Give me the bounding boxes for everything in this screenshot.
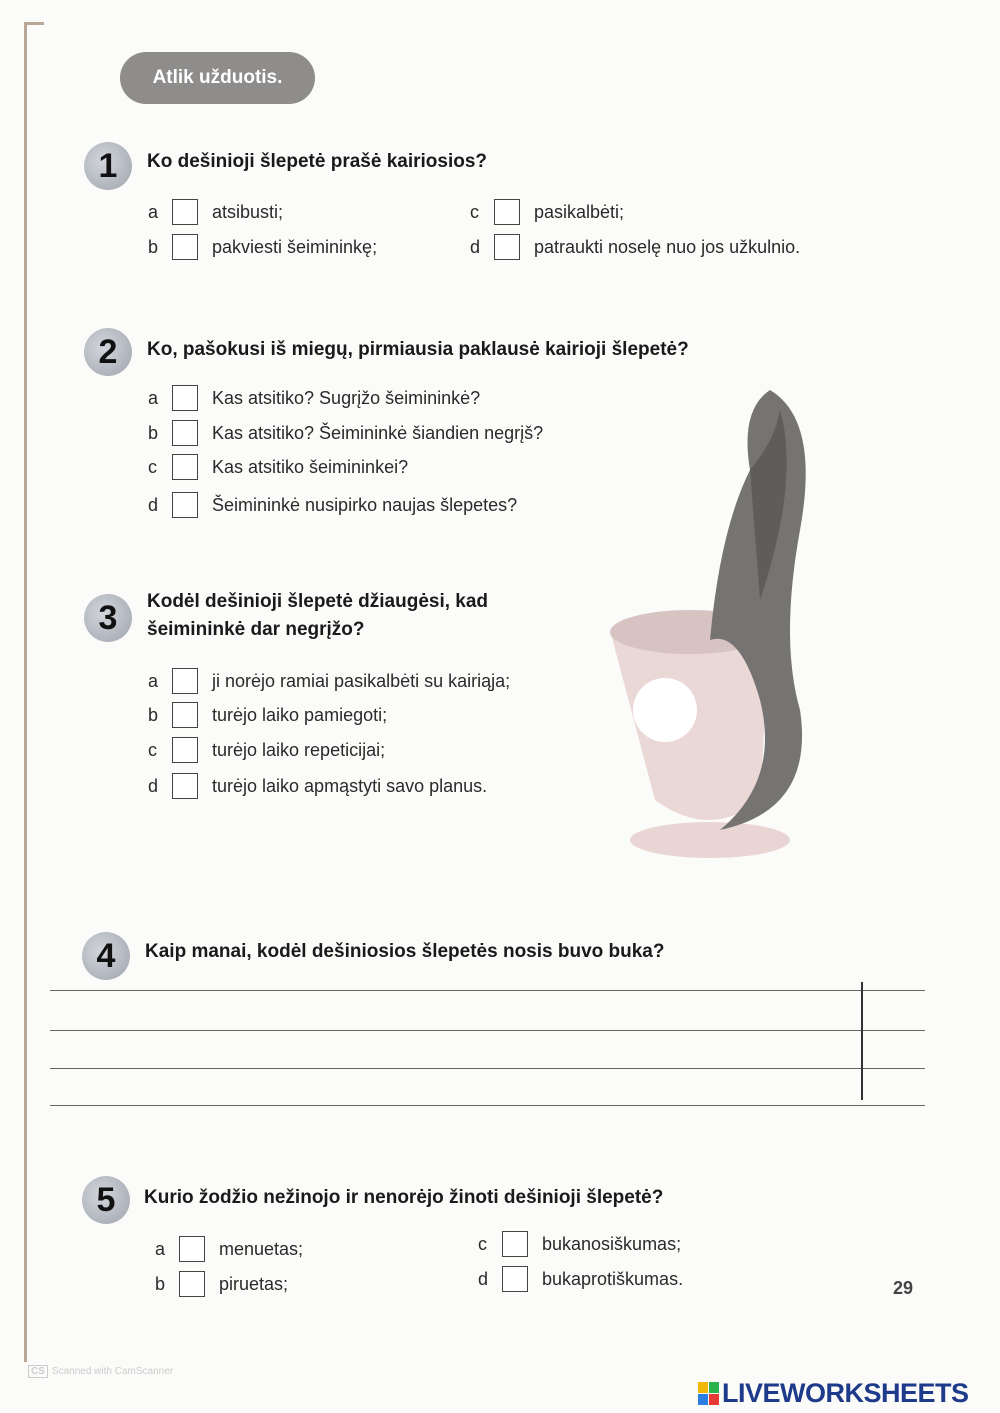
scanner-badge: CS (28, 1365, 48, 1378)
question-3-text-line2: šeimininkė dar negrįžo? (147, 619, 365, 640)
option-letter: d (148, 775, 159, 796)
checkbox-3d[interactable] (172, 773, 198, 799)
option-text: turėjo laiko pamiegoti; (212, 704, 388, 725)
option-5b (155, 1269, 288, 1299)
answer-line-3[interactable] (52, 1038, 856, 1070)
checkbox-5b[interactable] (179, 1271, 205, 1297)
checkbox-1d[interactable] (494, 234, 520, 260)
question-2-text: Ko, pašokusi iš miegų, pirmiausia paklausė kairioji šlepetė? (147, 339, 689, 360)
checkbox-5c[interactable] (502, 1231, 528, 1257)
option-text: pasikalbėti; (534, 201, 625, 222)
option-3b (148, 700, 387, 730)
option-text: ji norėjo ramiai pasikalbėti su kairiąja; (212, 670, 511, 691)
checkbox-2c[interactable] (172, 454, 198, 480)
option-1b (148, 232, 377, 262)
checkbox-2b[interactable] (172, 420, 198, 446)
checkbox-2a[interactable] (172, 385, 198, 411)
option-3d (148, 771, 487, 801)
scanner-text: Scanned with CamScanner (51, 1366, 174, 1377)
option-letter: a (148, 670, 159, 691)
checkbox-3b[interactable] (172, 702, 198, 728)
flower-icon (633, 678, 697, 742)
answer-line-1[interactable] (52, 960, 856, 992)
option-2b (148, 418, 543, 448)
option-text: bukanosiškumas; (542, 1233, 682, 1254)
option-5a (155, 1234, 303, 1264)
page-edge-top (24, 22, 44, 25)
option-letter: d (148, 494, 159, 515)
brand-text: LIVEWORKSHEETS (722, 1378, 969, 1408)
option-letter: c (470, 201, 479, 222)
option-3c (148, 735, 385, 765)
option-text: patraukti noselę nuo jos užkulnio. (534, 236, 801, 257)
option-letter: b (155, 1273, 166, 1294)
checkbox-3c[interactable] (172, 737, 198, 763)
question-1-text: Ko dešinioji šlepetė prašė kairiosios? (147, 151, 488, 172)
option-1c (470, 197, 624, 227)
ruled-line (50, 1068, 925, 1069)
question-number-5: 5 (82, 1176, 130, 1224)
checkbox-1b[interactable] (172, 234, 198, 260)
option-letter: b (148, 422, 159, 443)
question-number-4: 4 (82, 932, 130, 980)
page-edge (24, 22, 27, 1362)
option-letter: d (478, 1268, 489, 1289)
option-letter: d (470, 236, 481, 257)
checkbox-5a[interactable] (179, 1236, 205, 1262)
option-text: menuetas; (219, 1238, 304, 1259)
option-letter: c (148, 739, 157, 760)
question-number-1: 1 (84, 142, 132, 190)
question-3-text-line1: Kodėl dešinioji šlepetė džiaugėsi, kad (147, 591, 489, 612)
option-letter: a (155, 1238, 166, 1259)
vase-base (630, 822, 790, 858)
question-number-3: 3 (84, 594, 132, 642)
option-letter: b (148, 704, 159, 725)
question-number-2: 2 (84, 328, 132, 376)
instruction-pill: Atlik užduotis. (120, 52, 315, 104)
option-text: Kas atsitiko? Sugrįžo šeimininkė? (212, 387, 481, 408)
question-5-text: Kurio žodžio nežinojo ir nenorėjo žinoti dešinioji šlepetė? (144, 1187, 664, 1208)
option-1a (148, 197, 283, 227)
option-text: Kas atsitiko šeimininkei? (212, 456, 409, 477)
option-letter: a (148, 387, 159, 408)
ruled-line (50, 990, 925, 991)
option-text: Šeimininkė nusipirko naujas šlepetes? (212, 494, 518, 515)
liveworksheets-logo (698, 1378, 969, 1409)
option-2d (148, 490, 517, 520)
ruled-line (50, 1105, 925, 1106)
checkbox-3a[interactable] (172, 668, 198, 694)
option-2a (148, 383, 480, 413)
slipper-illustration (600, 380, 830, 870)
option-letter: c (148, 456, 157, 477)
checkbox-2d[interactable] (172, 492, 198, 518)
page-number: 29 (893, 1278, 914, 1298)
option-text: bukaprotiškumas. (542, 1268, 684, 1289)
option-text: atsibusti; (212, 201, 284, 222)
checkbox-1c[interactable] (494, 199, 520, 225)
option-letter: c (478, 1233, 487, 1254)
live-logo-icon (698, 1382, 719, 1405)
option-5c (478, 1229, 681, 1259)
option-1d (470, 232, 800, 262)
option-text: piruetas; (219, 1273, 289, 1294)
answer-line-4[interactable] (52, 1075, 856, 1107)
scanner-watermark (28, 1366, 173, 1377)
option-letter: b (148, 236, 159, 257)
option-2c (148, 452, 408, 482)
option-text: turėjo laiko apmąstyti savo planus. (212, 775, 488, 796)
option-text: Kas atsitiko? Šeimininkė šiandien negrįš? (212, 422, 544, 443)
answer-line-2[interactable] (52, 1000, 856, 1032)
checkbox-1a[interactable] (172, 199, 198, 225)
ruled-line (50, 1030, 925, 1031)
checkbox-5d[interactable] (502, 1266, 528, 1292)
margin-line (861, 982, 863, 1100)
option-3a (148, 666, 510, 696)
option-text: pakviesti šeimininkę; (212, 236, 378, 257)
option-5d (478, 1264, 683, 1294)
option-text: turėjo laiko repeticijai; (212, 739, 386, 760)
option-letter: a (148, 201, 159, 222)
question-4-text: Kaip manai, kodėl dešiniosios šlepetės nosis buvo buka? (145, 941, 665, 962)
